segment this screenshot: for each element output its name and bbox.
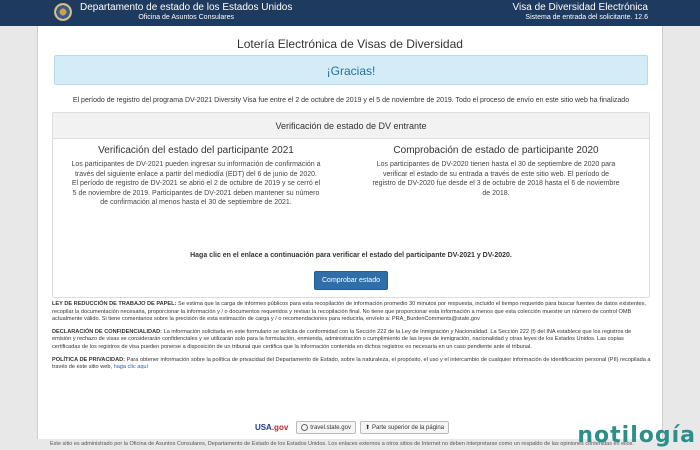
status-2021-column bbox=[71, 145, 321, 208]
back-to-top-label: Parte superior de la página bbox=[372, 424, 445, 431]
paperwork-label: LEY DE REDUCCIÓN DE TRABAJO DE PAPEL: bbox=[52, 301, 177, 307]
back-to-top-link[interactable] bbox=[360, 421, 449, 434]
header-right bbox=[513, 2, 648, 22]
confidentiality-notice bbox=[52, 329, 652, 352]
privacy-notice bbox=[52, 357, 652, 372]
privacy-policy-link[interactable]: haga clic aquí bbox=[113, 364, 149, 371]
usa-gov-logo-gov: .gov bbox=[271, 423, 289, 432]
privacy-label: POLÍTICA DE PRIVACIDAD: bbox=[52, 356, 126, 363]
legal-notices bbox=[52, 301, 652, 377]
travel-state-gov-label: travel.state.gov bbox=[310, 424, 351, 431]
header-right-subtitle: Sistema de entrada del solicitante. 12.6 bbox=[525, 14, 648, 21]
privacy-text: Para obtener información sobre la política de privacidad del Departamento de Estado, sobre la naturaleza, el propósito, el uso y el intercambio de cualquier información de identificación personal (PII) recopilada a través de este sitio web, bbox=[52, 356, 651, 371]
registration-period-text: El período de registro del programa DV-2021 Diversity Visa fue entre el 2 de octubre de 2019 y el 5 de noviembre de 2019. Todo el proceso de envío en este sitio web ha finalizado bbox=[72, 97, 630, 104]
usa-gov-logo[interactable] bbox=[251, 421, 292, 434]
header-left-title: Departamento de estado de los Estados Unidos bbox=[80, 2, 293, 13]
status-2020-column bbox=[371, 145, 621, 198]
page-title: Lotería Electrónica de Visas de Diversidad bbox=[237, 37, 463, 51]
footer-links bbox=[38, 421, 662, 434]
site-header bbox=[0, 0, 700, 26]
state-department-seal-icon bbox=[54, 3, 72, 21]
verification-panel-header: Verificación de estado de DV entrante bbox=[53, 113, 649, 139]
check-status-button[interactable]: Comprobar estado bbox=[314, 271, 388, 290]
usa-gov-logo-usa: USA bbox=[254, 423, 272, 432]
notilogia-watermark: notilogía bbox=[577, 423, 696, 448]
status-2020-text: Los participantes de DV-2020 tienen hasta el 30 de septiembre de 2020 para verificar el estado de su entrada a través de este sitio web. El período de registro de DV-2020 fue desde el 3 de octubre de 2018 hasta el 6 de noviembre de 2018. bbox=[372, 161, 620, 197]
paperwork-email: PRA_BurdenComments@state.gov bbox=[391, 316, 480, 323]
status-verification-panel bbox=[52, 112, 650, 298]
header-left-subtitle: Oficina de Asuntos Consulares bbox=[138, 14, 235, 21]
header-right-title: Visa de Diversidad Electrónica bbox=[512, 2, 648, 13]
confidentiality-label: DECLARACIÓN DE CONFIDENCIALIDAD: bbox=[52, 328, 163, 335]
status-2021-title: Verificación del estado del participante 2021 bbox=[98, 145, 294, 156]
paperwork-text: Se estima que la carga de informes públicos para esta recopilación de información promedio 30 minutos por respuesta, incluido el tiempo requerido para buscar fuentes de datos existentes, recopilar la documentación necesaria, proporcionar la información y / o documentos requeridos y revisar la recopilación final. No tiene que proporcionar esta información a menos que esta colección muestre un número de control OMB actualmente válido. Si tiene comentarios sobre la precisión de esta estimación de carga y / o recomendaciones para reducirla, envíelo a: bbox=[52, 301, 646, 323]
travel-state-gov-link[interactable] bbox=[296, 421, 356, 434]
header-left bbox=[80, 2, 292, 22]
main-panel bbox=[37, 26, 663, 439]
site-disclaimer: Este sitio es administrado por la Oficina de Asuntos Consulares, Departamento de Estado de los Estados Unidos. Los enlaces externos a otros sitios de Internet no deben interpretarse como un respaldo de las opiniones contenidas en ellos. bbox=[0, 439, 700, 450]
paperwork-reduction-notice bbox=[52, 301, 652, 324]
check-status-instruction: Haga clic en el enlace a continuación para verificar el estado del participante DV-2021 y DV-2020. bbox=[190, 252, 512, 259]
globe-icon bbox=[301, 424, 308, 431]
up-arrow-icon: ⬆ bbox=[364, 425, 370, 431]
thanks-banner: ¡Gracias! bbox=[54, 55, 648, 85]
confidentiality-text: La información solicitada en este formulario se solicita de conformidad con la Sección 222 de la Ley de Inmigración y Nacionalidad. La Sección 222 (f) del INA establece que los registros de emisión y rechazo de visas se considerarán confidenciales y se utilizarán solo para la formulación, enmienda, administración o cumplimiento de las leyes de inmigración, nacionalidad y otras leyes de los Estados Unidos. Las copias certificadas de los registros de visa pueden ponerse a disposición de un tribunal que certifica que la información contenida en dichos registros es necesaria en un caso pendiente ante el tribunal. bbox=[52, 328, 632, 350]
status-2021-text: Los participantes de DV-2021 pueden ingresar su información de confirmación a través del siguiente enlace a partir del mediodía (EDT) del 6 de junio de 2020. El período de registro de DV-2021 se abrió el 2 de octubre de 2019 y se cerró el 5 de noviembre de 2019. Participantes de DV-2021 deben mantener su número de confirmación al menos hasta el 30 de septiembre de 2021. bbox=[71, 161, 321, 206]
status-2020-title: Comprobación de estado de participante 2020 bbox=[393, 145, 599, 156]
